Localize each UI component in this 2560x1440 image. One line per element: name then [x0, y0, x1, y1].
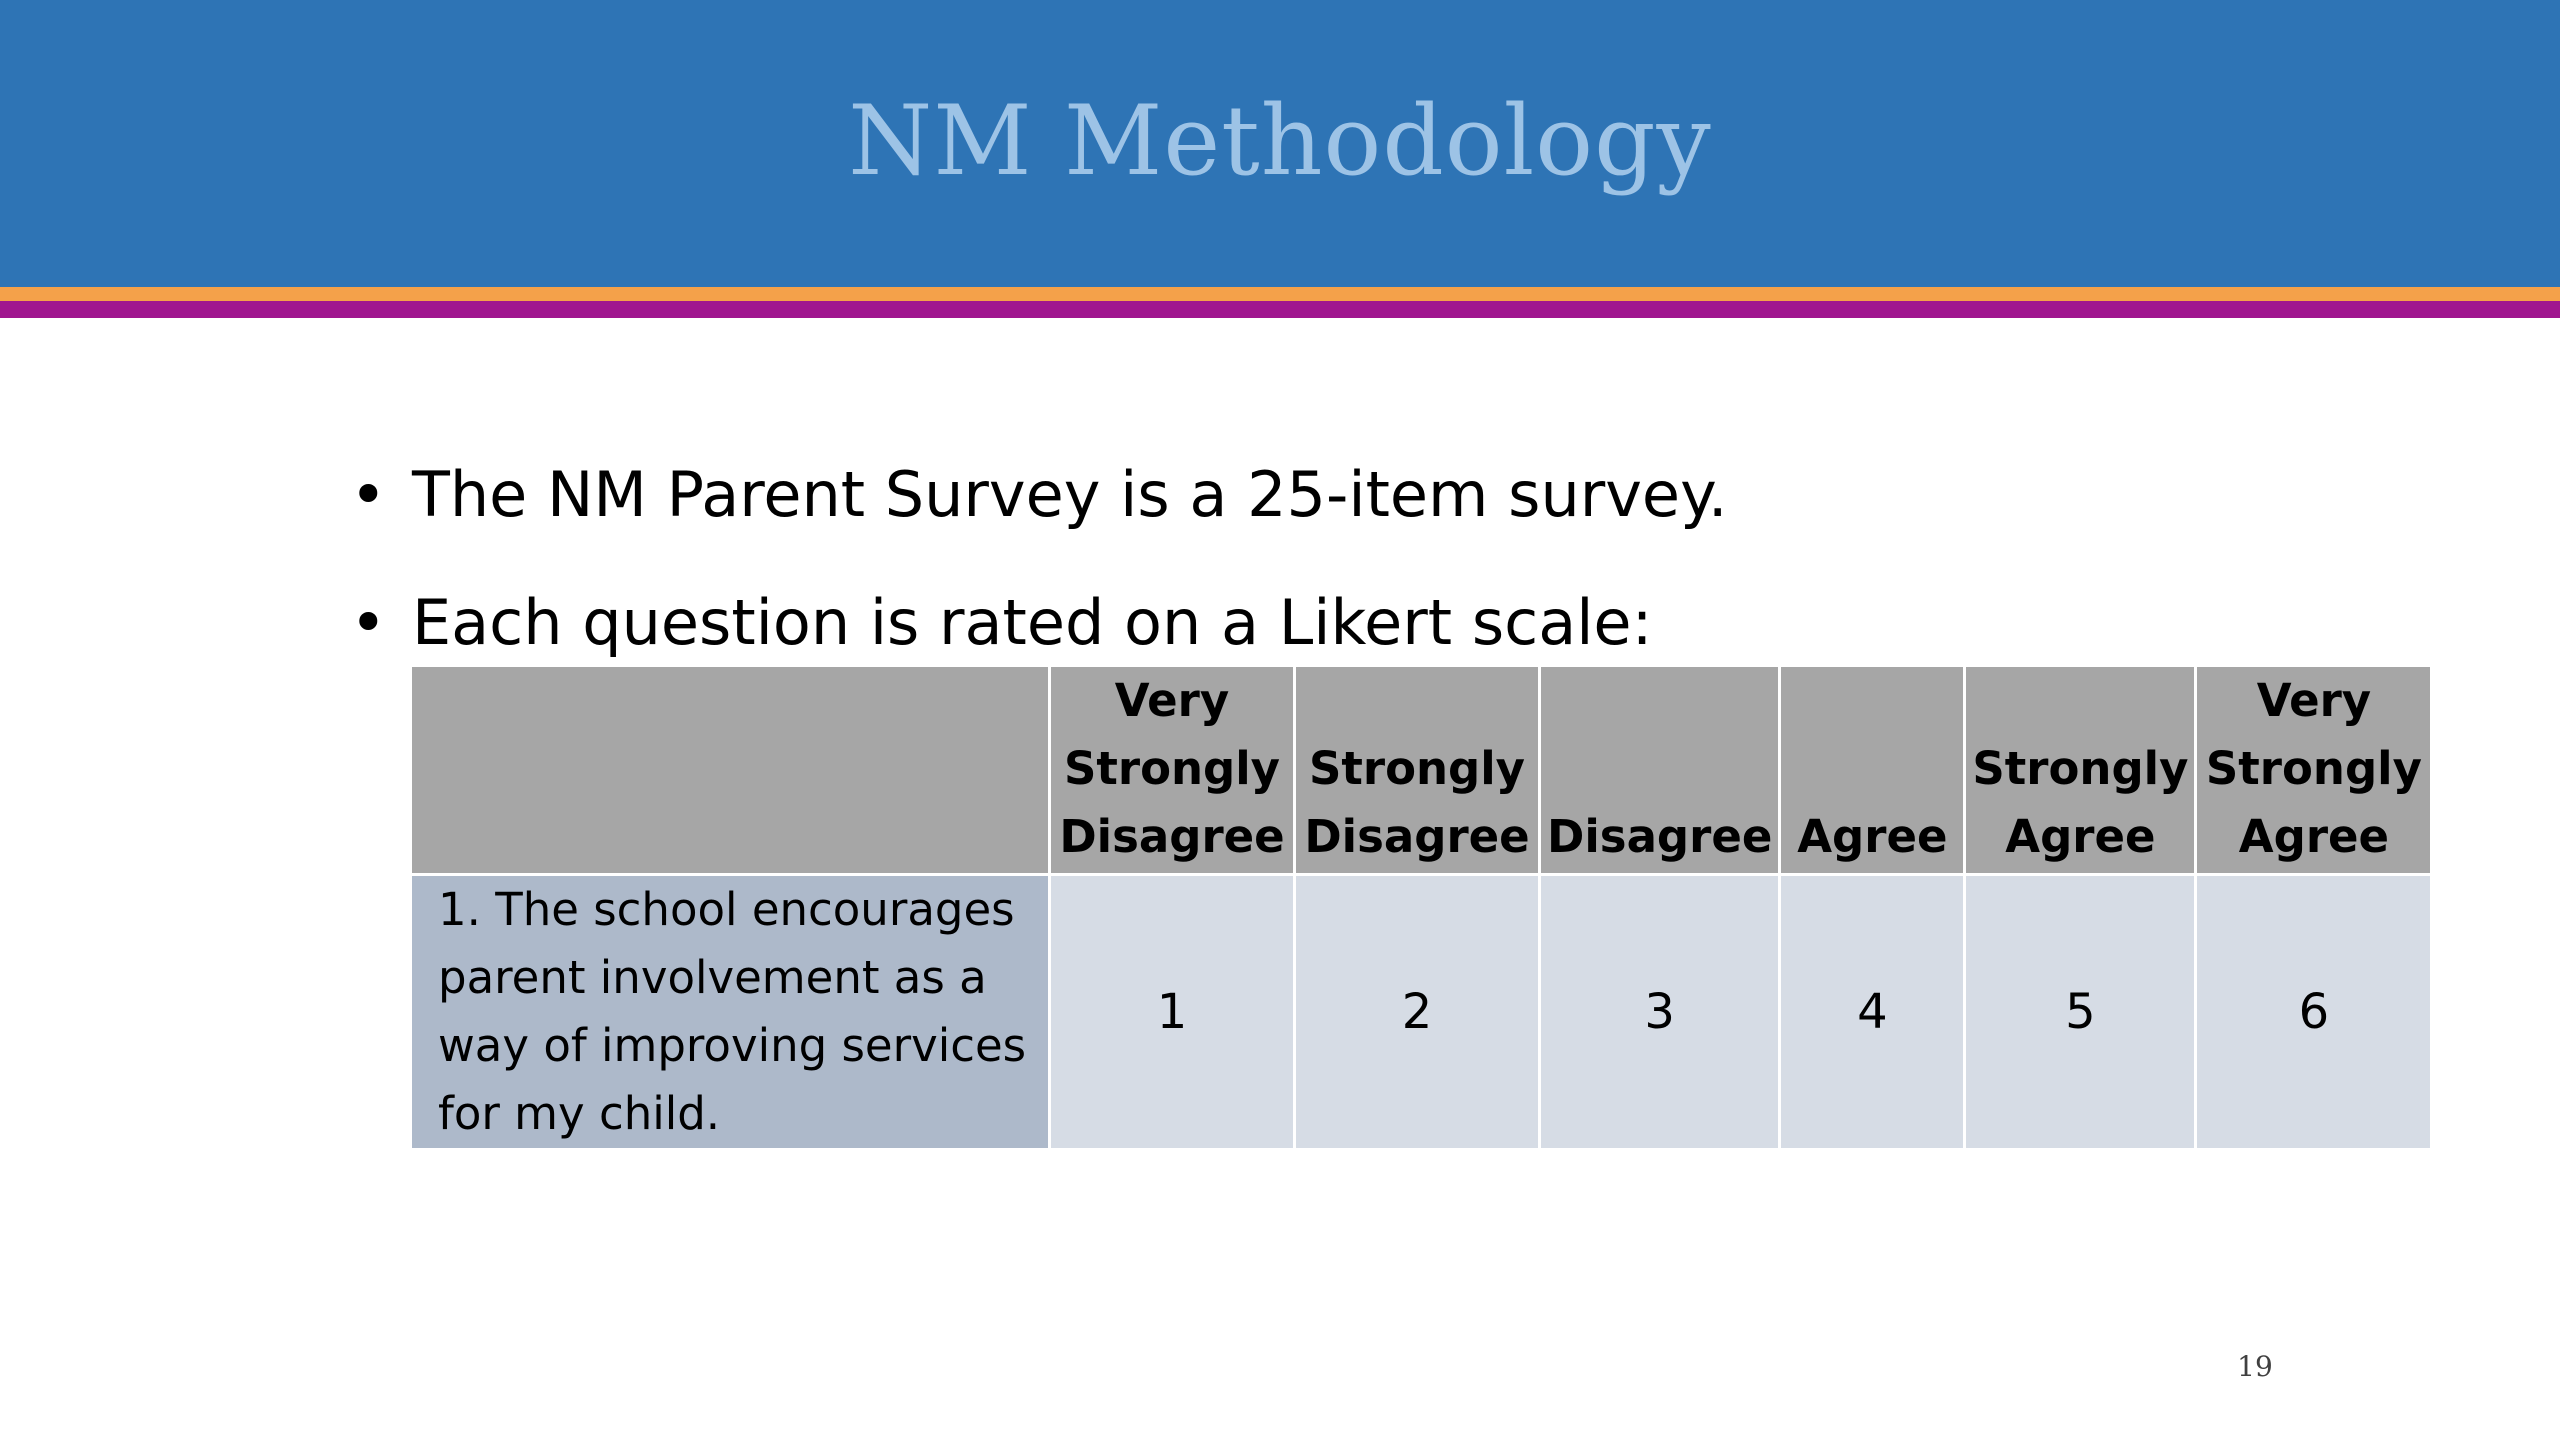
page-number: 19	[2237, 1350, 2273, 1383]
table-header-blank	[412, 667, 1048, 873]
table-cell-value: 3	[1541, 876, 1778, 1148]
table-header-disagree: Disagree	[1541, 667, 1778, 873]
likert-scale-table	[409, 664, 2433, 1151]
table-row	[412, 876, 2430, 1148]
table-header-agree: Agree	[1781, 667, 1963, 873]
table-cell-value: 5	[1966, 876, 2194, 1148]
bullet-list	[350, 440, 1728, 696]
magenta-stripe	[0, 301, 2560, 318]
table-header-row	[412, 667, 2430, 873]
bullet-dot-icon: •	[350, 586, 387, 659]
table-header-very-strongly-agree: Very Strongly Agree	[2197, 667, 2430, 873]
table-header-very-strongly-disagree: Very Strongly Disagree	[1051, 667, 1293, 873]
bullet-text: The NM Parent Survey is a 25-item survey.	[412, 458, 1728, 531]
table-cell-value: 2	[1296, 876, 1538, 1148]
orange-stripe	[0, 287, 2560, 301]
table-header-strongly-disagree: Strongly Disagree	[1296, 667, 1538, 873]
table-cell-value: 6	[2197, 876, 2430, 1148]
question-cell: 1. The school encourages parent involvement as a way of improving services for my child.	[412, 876, 1048, 1148]
table-cell-value: 1	[1051, 876, 1293, 1148]
table-header-strongly-agree: Strongly Agree	[1966, 667, 2194, 873]
bullet-text: Each question is rated on a Likert scale:	[412, 586, 1653, 659]
bullet-dot-icon: •	[350, 458, 387, 531]
table-cell-value: 4	[1781, 876, 1963, 1148]
slide-title: NM Methodology	[848, 84, 1712, 197]
bullet-item	[350, 440, 1728, 568]
